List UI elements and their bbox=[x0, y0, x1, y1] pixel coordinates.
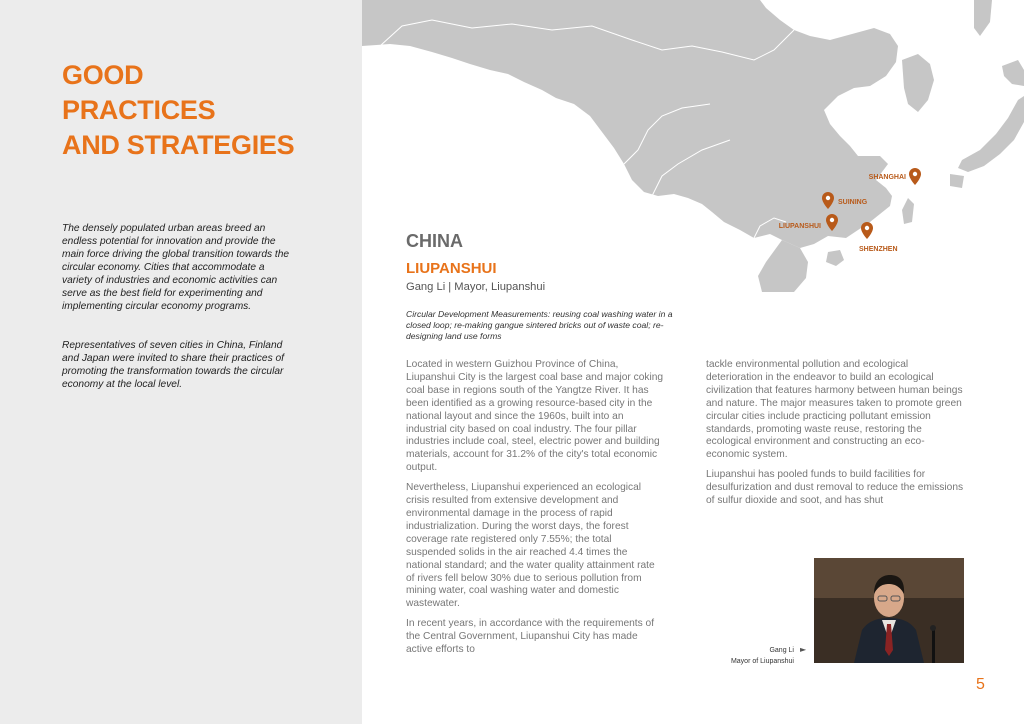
map-land bbox=[362, 0, 898, 248]
location-pin-icon bbox=[861, 222, 873, 239]
marker-label: SHANGHAI bbox=[868, 174, 906, 181]
body-paragraph: Nevertheless, Liupanshui experienced an ecological crisis resulted from extensive development and environmental damage in the process of rapid industrialization. During the worst days, the forest coverage rate registered only 7.55%; the total suspended solids in the air reached 4.4 times the national standard; and the water quality attainment rate of rivers fell below 30% due to serious pollution from mining water, coal washing water and domestic wastewater. bbox=[406, 482, 655, 610]
title-line: PRACTICES bbox=[62, 95, 216, 125]
photo-caption-name: Gang Li bbox=[769, 647, 794, 654]
body-paragraph: In recent years, in accordance with the requirements of the Central Government, Liupanshui City has made active efforts to bbox=[406, 618, 655, 656]
page-number: 5 bbox=[976, 676, 985, 693]
city-heading: LIUPANSHUI bbox=[406, 260, 497, 277]
title-line: GOOD bbox=[62, 60, 144, 90]
author-byline: Gang Li | Mayor, Liupanshui bbox=[406, 281, 546, 293]
mayor-photo bbox=[814, 558, 964, 663]
map-land bbox=[958, 96, 1024, 172]
measures-summary: Circular Development Measurements: reusing coal washing water in a closed loop; re-making gangue sintered bricks out of waste coal; re-designing land use forms bbox=[406, 309, 673, 341]
map-land bbox=[1002, 60, 1024, 86]
map-land bbox=[974, 0, 992, 36]
intro-paragraph: The densely populated urban areas breed an endless potential for innovation and provide the main force driving the global transition towards the circular economy. Cities that accommodate a variety of industries and economic activities can serve as the best field for experimenting and implementing circular economy programs. bbox=[62, 223, 290, 312]
marker-label: SUINING bbox=[838, 199, 868, 206]
body-paragraph: tackle environmental pollution and ecological deterioration in the endeavor to build an ecological civilization that features harmony between human beings and nature. The major measures taken to promote green circular cities include practicing pollutant emission standards, promoting waste reuse, restoring the ecological environment and constructing an eco-economic system. bbox=[706, 359, 963, 461]
country-heading: CHINA bbox=[406, 231, 463, 251]
title-line: AND STRATEGIES bbox=[62, 130, 295, 160]
body-paragraph: Liupanshui has pooled funds to build facilities for desulfurization and dust removal to reduce the emissions of sulfur dioxide and soot, and has shut bbox=[706, 469, 964, 507]
marker-label: LIUPANSHUI bbox=[778, 223, 821, 230]
portrait-illustration bbox=[814, 558, 964, 663]
map-marker-shenzhen bbox=[859, 222, 898, 253]
map-land bbox=[902, 198, 914, 224]
map-land bbox=[826, 250, 844, 266]
body-paragraph: Located in western Guizhou Province of China, Liupanshui City is the largest coal base and major coking coal base in regions south of the Yangtze River. It has been identified as a growing resource-based city in the national layout and since the 1960s, built into an industrial city based on coal industry. The four pillar industries include coal, steel, electric power and building materials, account for 31.2% of the city's total economic output. bbox=[406, 359, 664, 474]
location-pin-icon bbox=[909, 168, 921, 185]
photo-caption-title: Mayor of Liupanshui bbox=[730, 658, 794, 665]
marker-label: SHENZHEN bbox=[859, 246, 898, 253]
article-column-2 bbox=[706, 359, 964, 515]
caption-arrow-icon: ► bbox=[800, 645, 807, 654]
map-land bbox=[950, 174, 964, 188]
article-column-1 bbox=[406, 359, 664, 664]
intro-paragraph: Representatives of seven cities in China, Finland and Japan were invited to share their practices of promoting the transformation towards the circular economy at the local level. bbox=[62, 340, 284, 390]
map-land bbox=[902, 54, 934, 112]
section-title bbox=[62, 58, 294, 163]
